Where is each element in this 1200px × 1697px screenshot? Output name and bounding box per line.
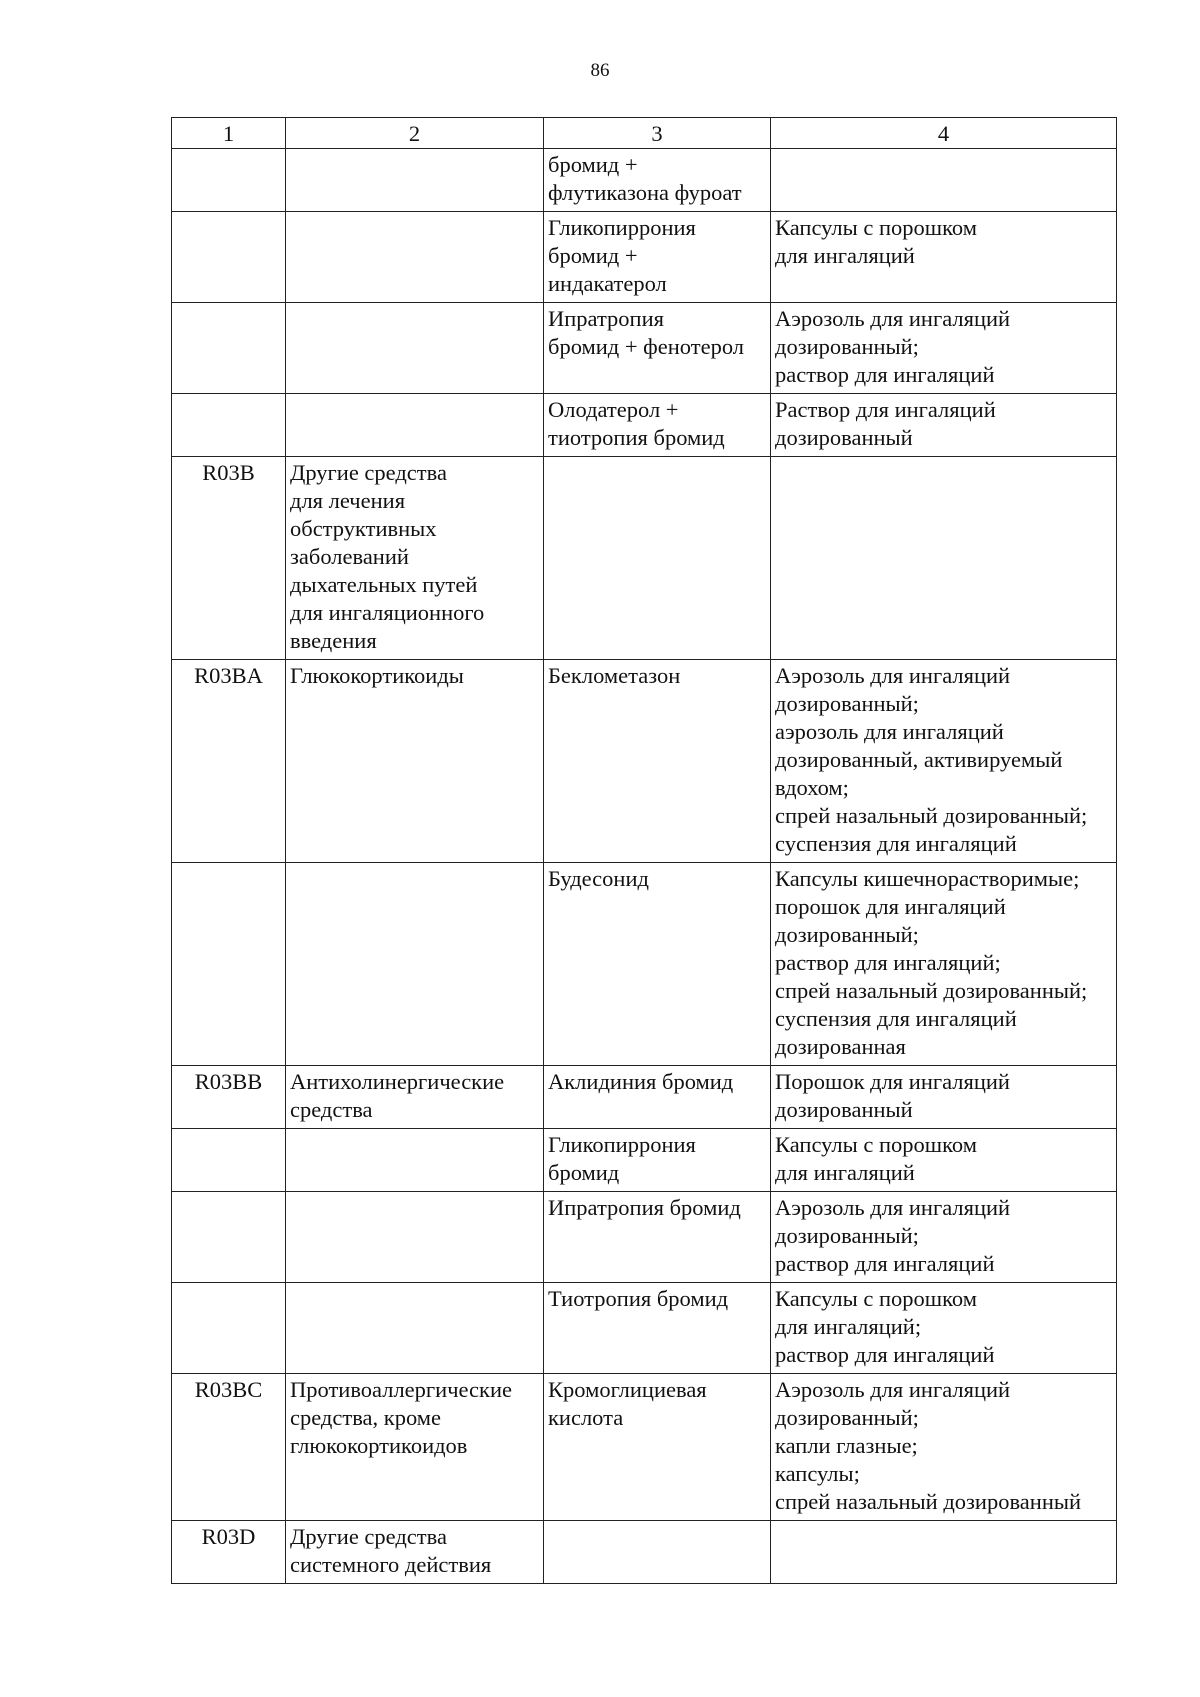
column-header-4: 4 bbox=[771, 118, 1117, 149]
dosage-form-cell: Аэрозоль для ингаляций дозированный; аэрозоль для ингаляций дозированный, активируемый вдохом; спрей назальный дозированный; суспензия для ингаляций bbox=[771, 660, 1117, 863]
atc-code-cell bbox=[172, 212, 286, 303]
dosage-form-cell: Раствор для ингаляций дозированный bbox=[771, 394, 1117, 457]
dosage-form-cell: Капсулы с порошком для ингаляций bbox=[771, 1129, 1117, 1192]
column-header-3: 3 bbox=[544, 118, 771, 149]
substance-cell bbox=[544, 457, 771, 660]
substance-cell: Гликопиррония бромид bbox=[544, 1129, 771, 1192]
group-cell: Другие средства системного действия bbox=[286, 1521, 544, 1584]
group-cell bbox=[286, 1283, 544, 1374]
table-row bbox=[172, 1374, 1117, 1521]
atc-code-cell bbox=[172, 1192, 286, 1283]
dosage-form-cell: Аэрозоль для ингаляций дозированный; раствор для ингаляций bbox=[771, 1192, 1117, 1283]
atc-code-cell bbox=[172, 1283, 286, 1374]
substance-cell: Кромоглициевая кислота bbox=[544, 1374, 771, 1521]
atc-code-cell bbox=[172, 1129, 286, 1192]
substance-cell bbox=[544, 1521, 771, 1584]
substance-cell: бромид + флутиказона фуроат bbox=[544, 149, 771, 212]
substance-cell: Аклидиния бромид bbox=[544, 1066, 771, 1129]
substance-cell: Тиотропия бромид bbox=[544, 1283, 771, 1374]
group-cell bbox=[286, 149, 544, 212]
column-header-2: 2 bbox=[286, 118, 544, 149]
atc-code-cell bbox=[172, 303, 286, 394]
substance-cell: Гликопиррония бромид + индакатерол bbox=[544, 212, 771, 303]
dosage-form-cell: Аэрозоль для ингаляций дозированный; раствор для ингаляций bbox=[771, 303, 1117, 394]
atc-code-cell: R03BB bbox=[172, 1066, 286, 1129]
group-cell bbox=[286, 394, 544, 457]
atc-code-cell: R03BC bbox=[172, 1374, 286, 1521]
dosage-form-cell bbox=[771, 1521, 1117, 1584]
group-cell bbox=[286, 1129, 544, 1192]
dosage-form-cell: Аэрозоль для ингаляций дозированный; капли глазные; капсулы; спрей назальный дозированный bbox=[771, 1374, 1117, 1521]
group-cell: Другие средства для лечения обструктивных заболеваний дыхательных путей для ингаляционного введения bbox=[286, 457, 544, 660]
dosage-form-cell bbox=[771, 149, 1117, 212]
table-row bbox=[172, 1129, 1117, 1192]
dosage-form-cell: Капсулы кишечнорастворимые; порошок для ингаляций дозированный; раствор для ингаляций; спрей назальный дозированный; суспензия для ингаляций дозированная bbox=[771, 863, 1117, 1066]
dosage-form-cell: Капсулы с порошком для ингаляций bbox=[771, 212, 1117, 303]
table-row bbox=[172, 394, 1117, 457]
table-row bbox=[172, 1192, 1117, 1283]
substance-cell: Будесонид bbox=[544, 863, 771, 1066]
table-row bbox=[172, 303, 1117, 394]
group-cell: Антихолинергические средства bbox=[286, 1066, 544, 1129]
group-cell bbox=[286, 212, 544, 303]
atc-code-cell: R03D bbox=[172, 1521, 286, 1584]
table-row bbox=[172, 212, 1117, 303]
group-cell: Глюкокортикоиды bbox=[286, 660, 544, 863]
table-row bbox=[172, 863, 1117, 1066]
atc-code-cell: R03BA bbox=[172, 660, 286, 863]
dosage-form-cell bbox=[771, 457, 1117, 660]
table-row bbox=[172, 1283, 1117, 1374]
group-cell bbox=[286, 863, 544, 1066]
substance-cell: Ипратропия бромид + фенотерол bbox=[544, 303, 771, 394]
column-header-1: 1 bbox=[172, 118, 286, 149]
atc-code-cell: R03B bbox=[172, 457, 286, 660]
substance-cell: Ипратропия бромид bbox=[544, 1192, 771, 1283]
page-number: 86 bbox=[590, 60, 610, 81]
table-row bbox=[172, 1521, 1117, 1584]
table-header-row bbox=[172, 118, 1117, 149]
table-row bbox=[172, 1066, 1117, 1129]
table-row bbox=[172, 149, 1117, 212]
atc-code-cell bbox=[172, 863, 286, 1066]
table-row bbox=[172, 457, 1117, 660]
group-cell bbox=[286, 303, 544, 394]
group-cell: Противоаллергические средства, кроме глюкокортикоидов bbox=[286, 1374, 544, 1521]
group-cell bbox=[286, 1192, 544, 1283]
atc-code-cell bbox=[172, 394, 286, 457]
atc-code-cell bbox=[172, 149, 286, 212]
table-row bbox=[172, 660, 1117, 863]
drug-table bbox=[171, 117, 1117, 1584]
substance-cell: Беклометазон bbox=[544, 660, 771, 863]
dosage-form-cell: Порошок для ингаляций дозированный bbox=[771, 1066, 1117, 1129]
substance-cell: Олодатерол + тиотропия бромид bbox=[544, 394, 771, 457]
dosage-form-cell: Капсулы с порошком для ингаляций; раствор для ингаляций bbox=[771, 1283, 1117, 1374]
